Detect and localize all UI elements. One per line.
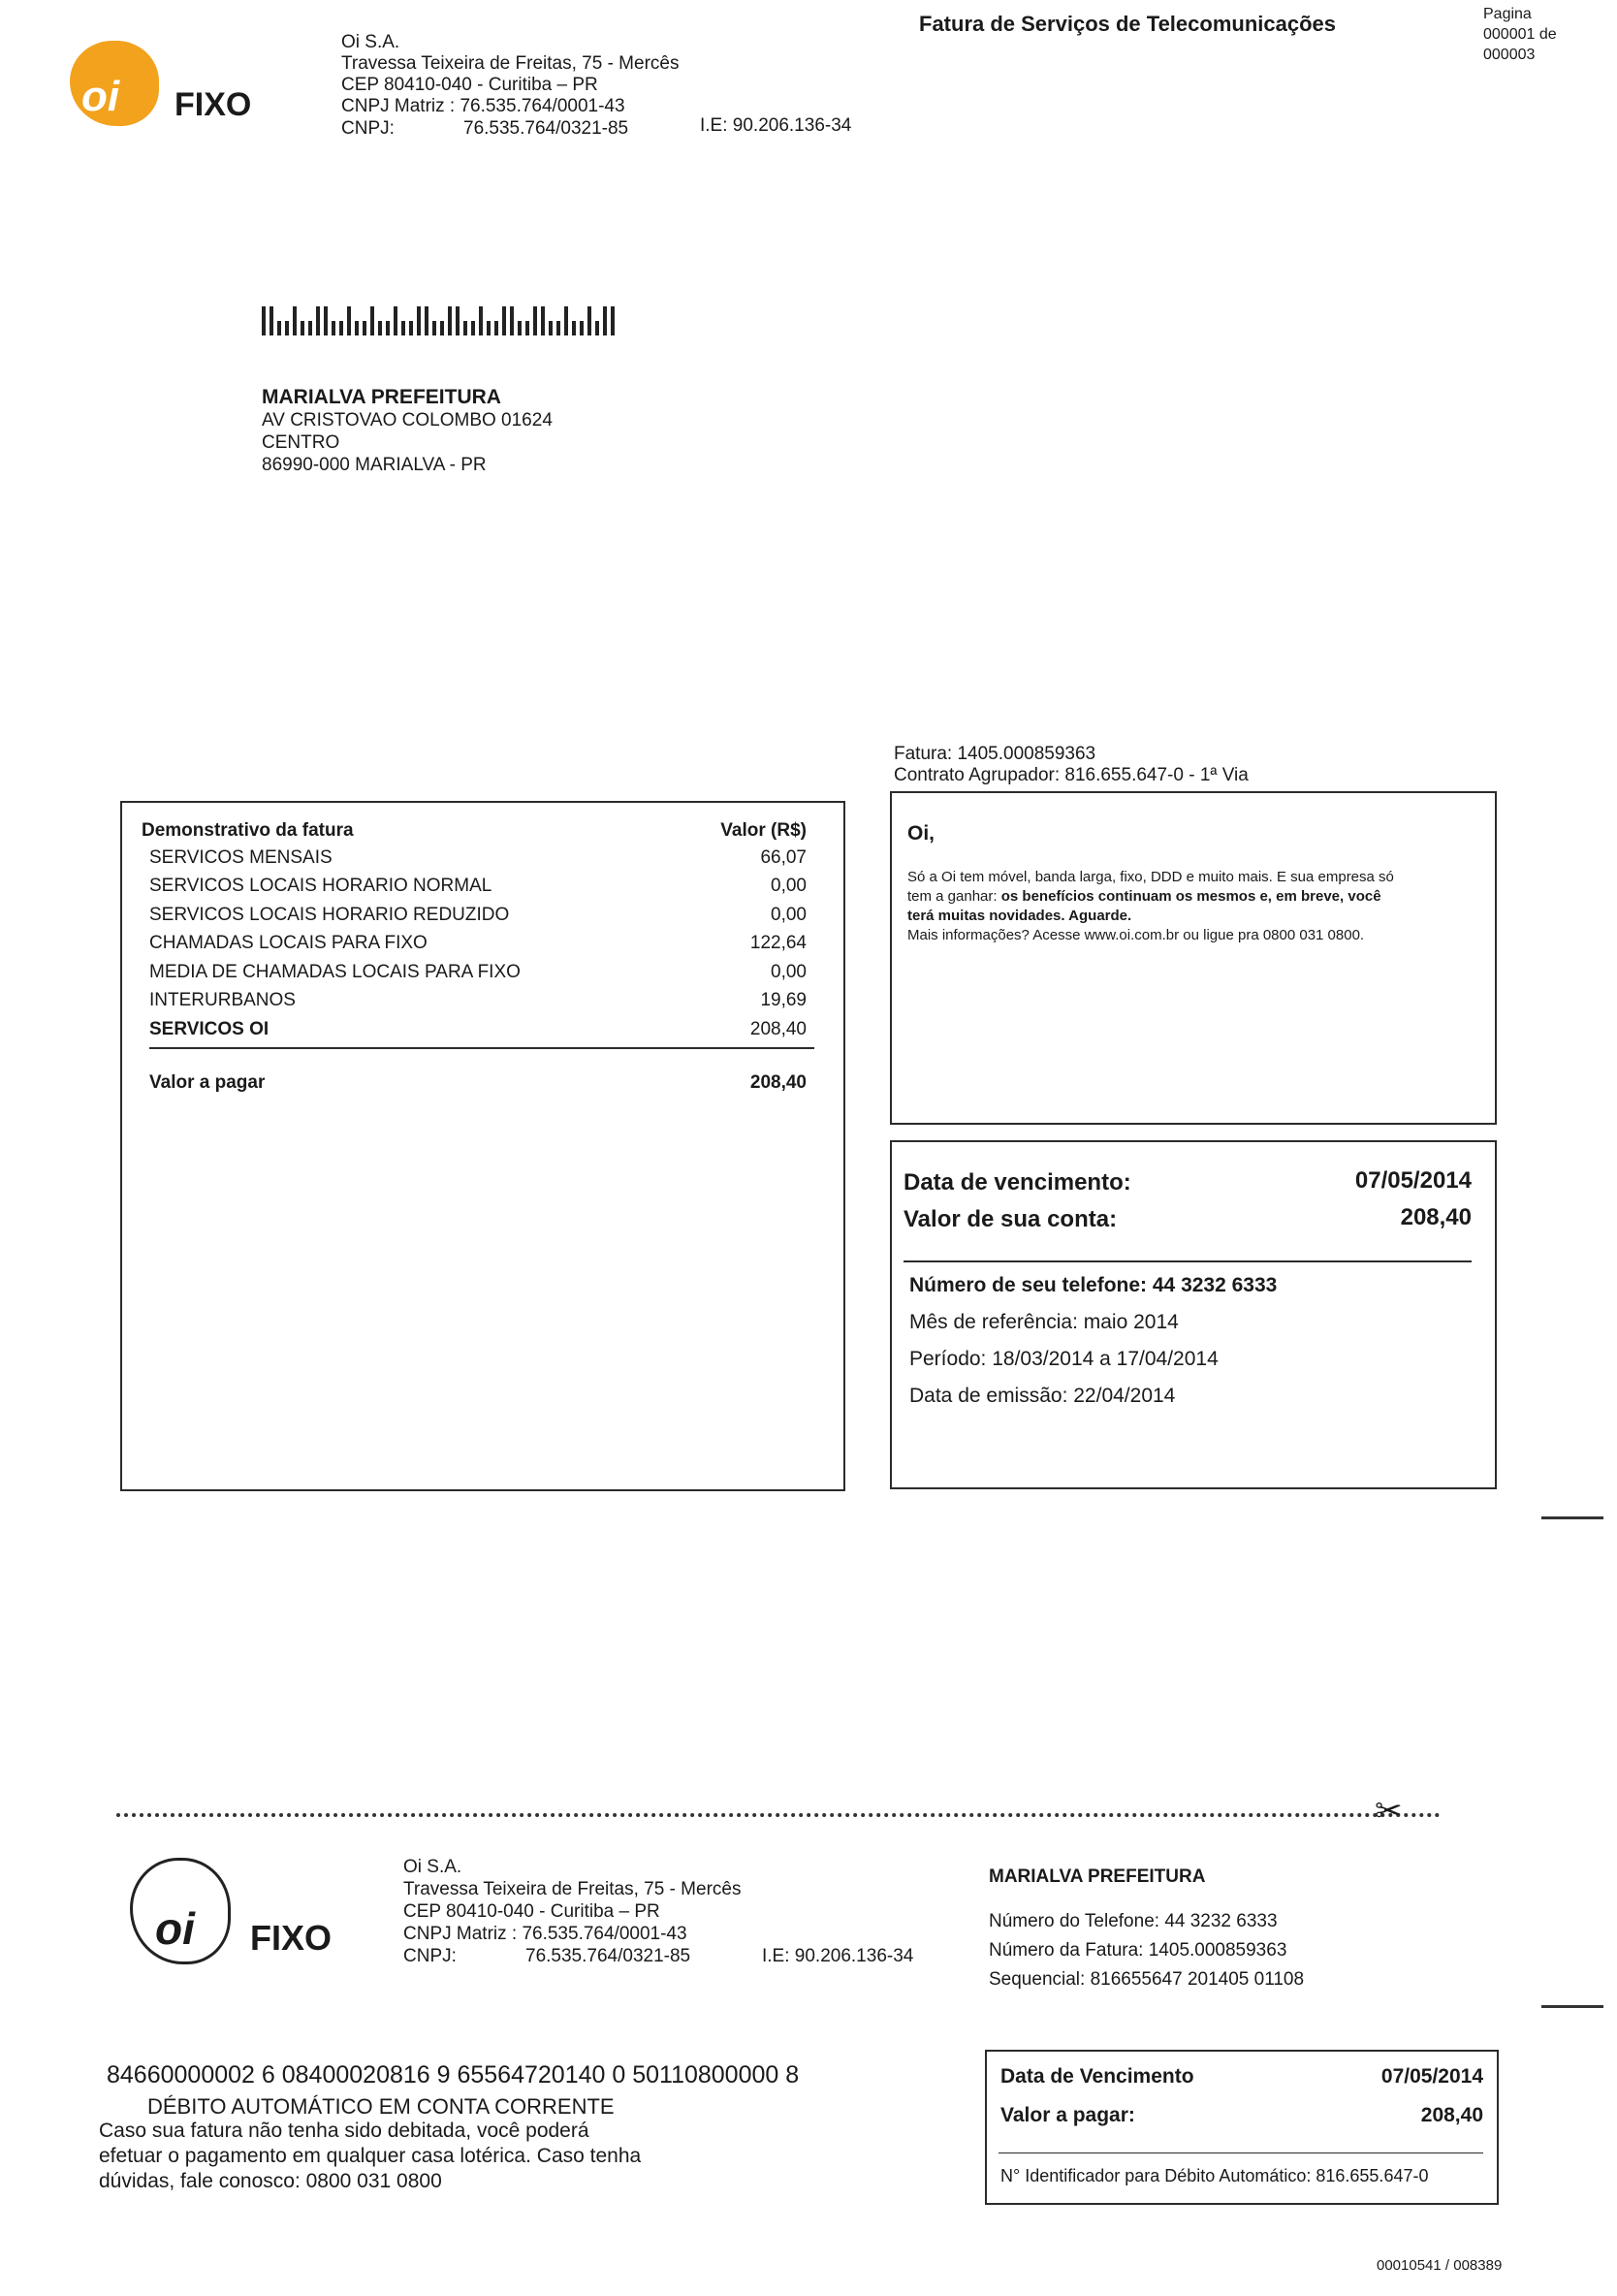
barcode-bar (580, 321, 584, 335)
scissors-icon: ✂ (1375, 1793, 1403, 1830)
summary-row (142, 847, 814, 876)
amount-label: Valor de sua conta: (904, 1206, 1118, 1232)
barcode-bar (432, 321, 436, 335)
document-title: Fatura de Serviços de Telecomunicações (919, 12, 1336, 36)
stub-invoice-number: Número da Fatura: 1405.000859363 (989, 1940, 1287, 1961)
due-info-box (890, 1140, 1497, 1489)
postal-barcode (262, 306, 615, 335)
barcode-bar (611, 306, 615, 335)
stub-amount-value: 208,40 (1420, 2104, 1483, 2126)
page-label: Pagina (1483, 6, 1532, 22)
company-ie: I.E: 90.206.136-34 (700, 115, 852, 136)
barcode-bar (471, 321, 475, 335)
recipient-name: MARIALVA PREFEITURA (262, 386, 501, 408)
cut-line (116, 1813, 1441, 1817)
company-address-2: CEP 80410-040 - Curitiba – PR (341, 75, 598, 95)
summary-item-value: 208,40 (749, 1019, 807, 1039)
summary-item-value: 66,07 (760, 847, 807, 868)
barcode-bar (308, 321, 312, 335)
barcode-bar (425, 306, 428, 335)
barcode-bar (370, 306, 374, 335)
barcode-bar (510, 306, 514, 335)
barcode-bar (378, 321, 382, 335)
summary-total-label: Valor a pagar (149, 1072, 266, 1093)
barcode-bar (332, 321, 335, 335)
barcode-bar (525, 321, 529, 335)
stub-oi-logo (126, 1852, 349, 1968)
summary-item-value: 0,00 (771, 905, 807, 925)
summary-item-label: SERVICOS LOCAIS HORARIO NORMAL (149, 876, 492, 896)
stub-company-address-2: CEP 80410-040 - Curitiba – PR (403, 1901, 660, 1922)
message-line-3: terá muitas novidades. Aguarde. (907, 908, 1132, 924)
barcode-bar (494, 321, 498, 335)
stub-note-line-2: efetuar o pagamento em qualquer casa lotérica. Caso tenha (99, 2145, 642, 2167)
stub-company-ie: I.E: 90.206.136-34 (762, 1946, 914, 1966)
summary-total-value: 208,40 (749, 1072, 807, 1093)
stub-company-cnpj-value: 76.535.764/0321-85 (525, 1946, 691, 1966)
company-cnpj-value: 76.535.764/0321-85 (463, 118, 629, 139)
barcode-bar (518, 321, 522, 335)
barcode-bar (293, 306, 297, 335)
stub-barcode-digits: 84660000002 6 08400020816 9 65564720140 0 50110800000 8 (107, 2061, 800, 2089)
summary-divider (149, 1047, 814, 1049)
message-line-2b: os benefícios continuam os mesmos e, em breve, você (1000, 888, 1381, 905)
oi-logo (68, 37, 271, 134)
barcode-bar (262, 306, 266, 335)
summary-item-label: INTERURBANOS (149, 990, 296, 1010)
barcode-bar (363, 321, 366, 335)
summary-item-label: SERVICOS LOCAIS HORARIO REDUZIDO (149, 905, 510, 925)
barcode-bar (386, 321, 390, 335)
barcode-bar (549, 321, 553, 335)
invoice-summary-box (120, 801, 845, 1491)
stub-sequence-number: Sequencial: 816655647 201405 01108 (989, 1969, 1305, 1990)
barcode-bar (401, 321, 405, 335)
barcode-bar (355, 321, 359, 335)
due-date-value: 07/05/2014 (1354, 1167, 1472, 1194)
emission-date: Data de emissão: 22/04/2014 (909, 1385, 1176, 1407)
due-divider (904, 1260, 1472, 1262)
barcode-bar (324, 306, 328, 335)
barcode-bar (479, 306, 483, 335)
barcode-bar (564, 306, 568, 335)
summary-item-value: 0,00 (771, 962, 807, 982)
barcode-bar (603, 306, 607, 335)
company-cnpj-matriz: CNPJ Matriz : 76.535.764/0001-43 (341, 96, 625, 116)
summary-row (142, 962, 814, 990)
margin-tick (1541, 2005, 1603, 2008)
recipient-cep-city: 86990-000 MARIALVA - PR (262, 455, 487, 475)
summary-item-label: SERVICOS MENSAIS (149, 847, 333, 868)
stub-customer-name: MARIALVA PREFEITURA (989, 1866, 1206, 1887)
barcode-bar (285, 321, 289, 335)
summary-item-label: SERVICOS OI (149, 1019, 270, 1039)
summary-row (142, 933, 814, 961)
amount-value: 208,40 (1400, 1204, 1472, 1230)
company-address-1: Travessa Teixeira de Freitas, 75 - Mercês (341, 53, 680, 74)
invoice-number: Fatura: 1405.000859363 (894, 744, 1096, 764)
stub-note-line-3: dúvidas, fale conosco: 0800 031 0800 (99, 2170, 442, 2192)
barcode-bar (409, 321, 413, 335)
barcode-bar (541, 306, 545, 335)
stub-due-box (985, 2050, 1499, 2205)
stub-company-address-1: Travessa Teixeira de Freitas, 75 - Mercês (403, 1879, 742, 1899)
barcode-bar (448, 306, 452, 335)
due-date-label: Data de vencimento: (904, 1169, 1131, 1196)
margin-tick (1541, 1516, 1603, 1519)
phone-number: Número de seu telefone: 44 3232 6333 (909, 1274, 1278, 1296)
summary-item-value: 0,00 (771, 876, 807, 896)
logo-fixo-text: FIXO (174, 86, 252, 123)
stub-auto-debit-id: N° Identificador para Débito Automático: 816.655.647-0 (1000, 2166, 1429, 2185)
message-line-2a: tem a ganhar: (907, 888, 1001, 905)
barcode-bar (502, 306, 506, 335)
barcode-bar (456, 306, 460, 335)
logo-oi-text: oi (81, 73, 120, 120)
barcode-bar (417, 306, 421, 335)
summary-row (142, 990, 814, 1018)
company-cnpj-label: CNPJ: (341, 118, 395, 139)
recipient-district: CENTRO (262, 432, 340, 453)
stub-due-divider (999, 2152, 1483, 2153)
stub-logo-oi-text: oi (155, 1903, 195, 1954)
message-line-4: Mais informações? Acesse www.oi.com.br ou ligue pra 0800 031 0800. (907, 927, 1365, 943)
barcode-bar (595, 321, 599, 335)
message-box (890, 791, 1497, 1125)
stub-amount-label: Valor a pagar: (1000, 2104, 1135, 2126)
page-total: 000003 (1483, 47, 1536, 63)
contract-number: Contrato Agrupador: 816.655.647-0 - 1ª Via (894, 765, 1249, 785)
barcode-bar (487, 321, 491, 335)
summary-item-label: MEDIA DE CHAMADAS LOCAIS PARA FIXO (149, 962, 521, 982)
stub-company-cnpj-matriz: CNPJ Matriz : 76.535.764/0001-43 (403, 1924, 687, 1944)
summary-header-value: Valor (R$) (720, 820, 807, 841)
billing-period: Período: 18/03/2014 a 17/04/2014 (909, 1348, 1219, 1370)
stub-due-label: Data de Vencimento (1000, 2065, 1194, 2088)
barcode-bar (572, 321, 576, 335)
summary-item-value: 122,64 (749, 933, 807, 953)
barcode-bar (556, 321, 560, 335)
barcode-bar (587, 306, 591, 335)
stub-company-cnpj-label: CNPJ: (403, 1946, 457, 1966)
barcode-bar (339, 321, 343, 335)
summary-item-label: CHAMADAS LOCAIS PARA FIXO (149, 933, 428, 953)
barcode-bar (463, 321, 467, 335)
barcode-bar (316, 306, 320, 335)
barcode-bar (347, 306, 351, 335)
reference-month: Mês de referência: maio 2014 (909, 1311, 1179, 1333)
message-greeting: Oi, (907, 822, 935, 845)
message-line-1: Só a Oi tem móvel, banda larga, fixo, DDD e muito mais. E sua empresa só (907, 869, 1394, 885)
stub-company-name: Oi S.A. (403, 1857, 462, 1877)
stub-auto-debit-title: DÉBITO AUTOMÁTICO EM CONTA CORRENTE (147, 2094, 615, 2119)
summary-header-label: Demonstrativo da fatura (142, 820, 354, 841)
barcode-bar (533, 306, 537, 335)
stub-due-value: 07/05/2014 (1380, 2065, 1483, 2088)
barcode-bar (301, 321, 304, 335)
recipient-street: AV CRISTOVAO COLOMBO 01624 (262, 410, 553, 430)
stub-logo-fixo-text: FIXO (250, 1918, 333, 1958)
summary-item-value: 19,69 (760, 990, 807, 1010)
page-number: 000001 de (1483, 26, 1557, 43)
company-name: Oi S.A. (341, 32, 400, 52)
barcode-bar (270, 306, 273, 335)
message-line-2 (907, 888, 1381, 905)
stub-phone-number: Número do Telefone: 44 3232 6333 (989, 1911, 1278, 1931)
stub-note-line-1: Caso sua fatura não tenha sido debitada, você poderá (99, 2120, 589, 2142)
summary-row (142, 1019, 814, 1047)
barcode-bar (394, 306, 397, 335)
barcode-bar (277, 321, 281, 335)
barcode-bar (440, 321, 444, 335)
summary-row (142, 876, 814, 904)
summary-row (142, 905, 814, 933)
footer-code: 00010541 / 008389 (1377, 2257, 1503, 2274)
